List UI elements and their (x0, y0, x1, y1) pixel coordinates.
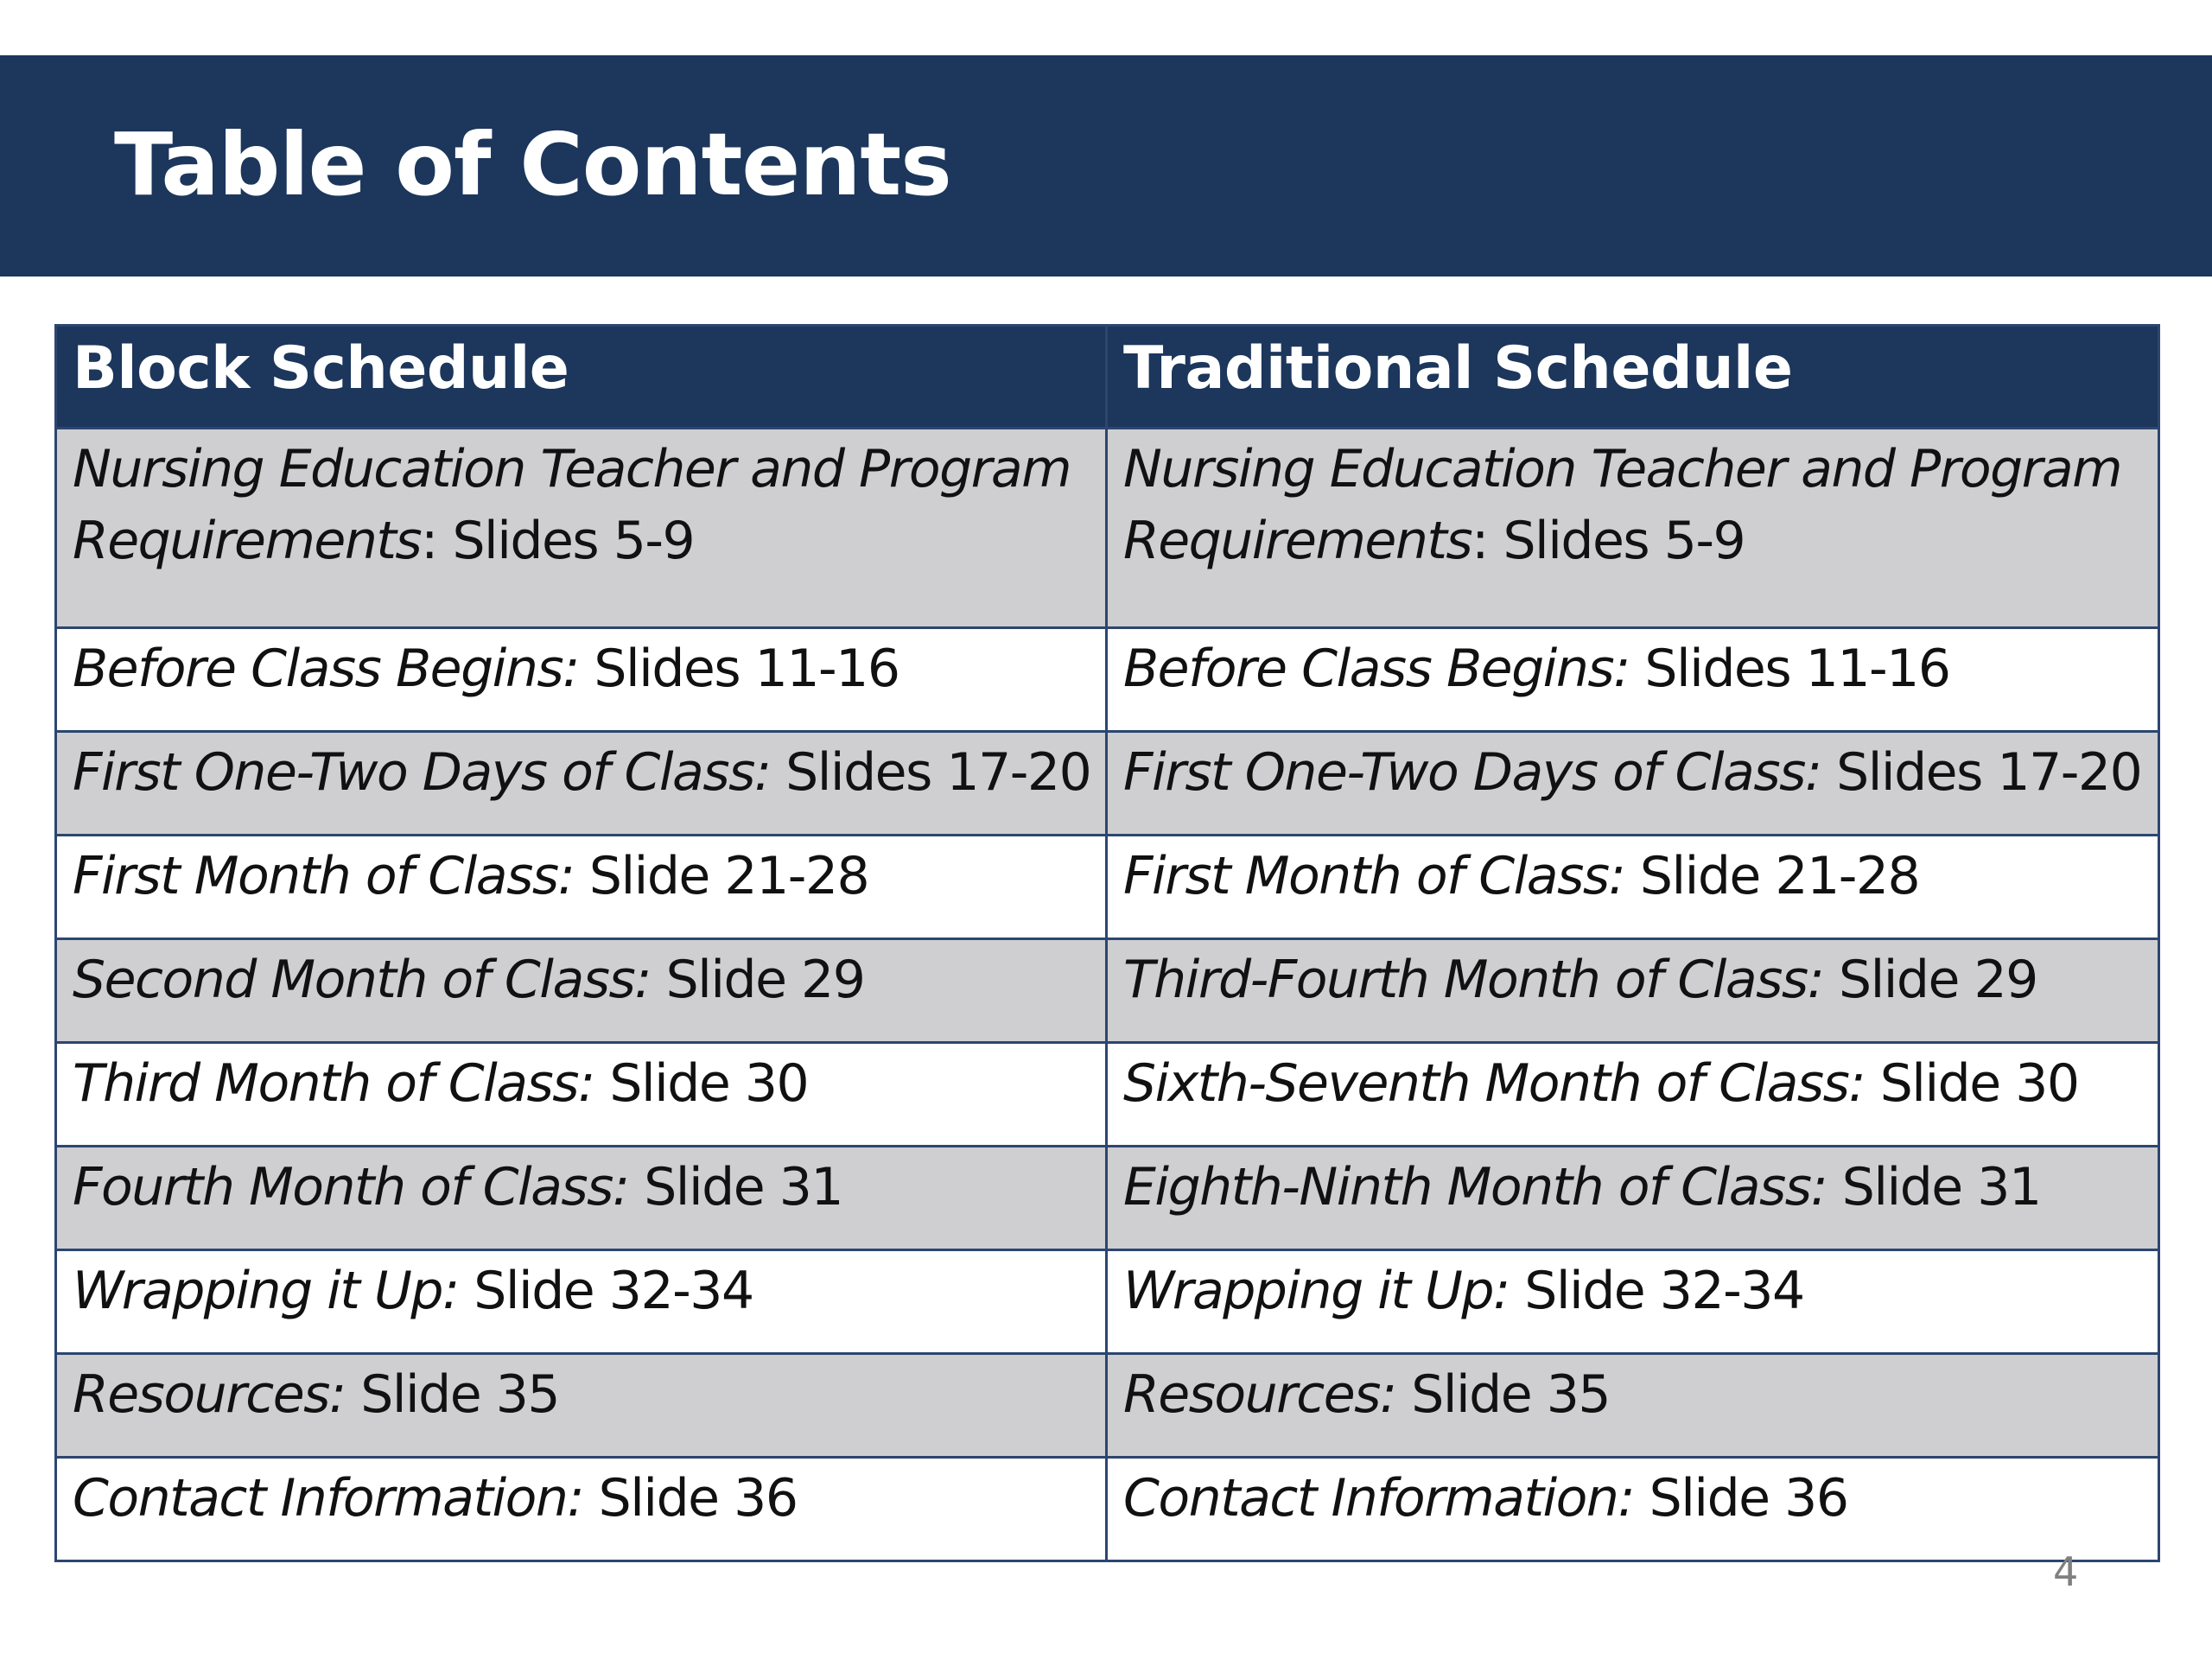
topic-separator (574, 846, 589, 906)
slide-range: Slide 30 (609, 1053, 809, 1114)
slide-range: Slides 5-9 (1503, 511, 1745, 571)
traditional-schedule-cell (1107, 628, 2159, 732)
section-topic: Wrapping it Up: (1123, 1261, 1510, 1321)
table-row (56, 836, 2159, 939)
topic-separator (1396, 1364, 1412, 1425)
topic-separator (1510, 1261, 1525, 1321)
block-schedule-cell (56, 1458, 1107, 1561)
section-topic: Resources: (73, 1364, 346, 1425)
block-schedule-cell (56, 732, 1107, 836)
block-schedule-cell (56, 1354, 1107, 1458)
section-topic: Contact Information: (1123, 1468, 1635, 1529)
topic-separator: : (1471, 511, 1503, 571)
slide-range: Slide 29 (1838, 950, 2037, 1010)
slide-title: Table of Contents (114, 114, 951, 215)
traditional-schedule-cell (1107, 1043, 2159, 1147)
topic-separator (459, 1261, 474, 1321)
table-row (56, 1354, 2159, 1458)
slide-range: Slide 29 (665, 950, 865, 1010)
page-number: 4 (2053, 1548, 2079, 1595)
topic-separator (579, 639, 594, 699)
section-topic: Eighth-Ninth Month of Class: (1123, 1157, 1827, 1217)
slide-range: Slide 21-28 (1639, 846, 1920, 906)
topic-separator (771, 742, 786, 803)
topic-separator (1865, 1053, 1880, 1114)
block-schedule-cell (56, 1147, 1107, 1250)
slide-range: Slides 17-20 (1836, 742, 2142, 803)
section-topic: Nursing Education Teacher and Program Requirements (1123, 439, 2122, 571)
slide-range: Slide 35 (360, 1364, 560, 1425)
section-topic: Fourth Month of Class: (73, 1157, 629, 1217)
table-header-row (56, 326, 2159, 429)
section-topic: First One-Two Days of Class: (73, 742, 771, 803)
topic-separator (1624, 846, 1640, 906)
slide-range: Slides 17-20 (785, 742, 1091, 803)
block-schedule-cell (56, 836, 1107, 939)
topic-separator: : (421, 511, 453, 571)
block-schedule-cell (56, 429, 1107, 628)
topic-separator (651, 950, 666, 1010)
slide-range: Slide 31 (1841, 1157, 2041, 1217)
slide-range: Slides 5-9 (452, 511, 695, 571)
traditional-schedule-cell (1107, 939, 2159, 1043)
topic-separator (1823, 950, 1839, 1010)
topic-separator (1634, 1468, 1649, 1529)
block-schedule-header: Block Schedule (56, 326, 1107, 429)
table-row (56, 1043, 2159, 1147)
traditional-schedule-header: Traditional Schedule (1107, 326, 2159, 429)
section-topic: First Month of Class: (73, 846, 575, 906)
slide-range: Slide 21-28 (588, 846, 869, 906)
slide-range: Slide 32-34 (474, 1261, 753, 1321)
section-topic: Nursing Education Teacher and Program Requirements (73, 439, 1071, 571)
section-topic: First Month of Class: (1123, 846, 1625, 906)
topic-separator (1827, 1157, 1842, 1217)
section-topic: Resources: (1123, 1364, 1396, 1425)
table-body (56, 429, 2159, 1561)
section-topic: First One-Two Days of Class: (1123, 742, 1821, 803)
table-row (56, 732, 2159, 836)
section-topic: Before Class Begins: (73, 639, 579, 699)
topic-separator (594, 1053, 610, 1114)
section-topic: Contact Information: (73, 1468, 584, 1529)
table-row (56, 939, 2159, 1043)
slide-range: Slide 31 (644, 1157, 843, 1217)
section-topic: Wrapping it Up: (73, 1261, 459, 1321)
block-schedule-cell (56, 1043, 1107, 1147)
slide-range: Slide 30 (1879, 1053, 2079, 1114)
block-schedule-cell (56, 939, 1107, 1043)
section-topic: Before Class Begins: (1123, 639, 1630, 699)
traditional-schedule-cell (1107, 836, 2159, 939)
traditional-schedule-cell (1107, 1458, 2159, 1561)
topic-separator (346, 1364, 361, 1425)
contents-table (54, 324, 2160, 1562)
slide-range: Slide 36 (598, 1468, 798, 1529)
traditional-schedule-cell (1107, 429, 2159, 628)
table-row (56, 628, 2159, 732)
topic-separator (1630, 639, 1645, 699)
slide-range: Slide 35 (1411, 1364, 1611, 1425)
slide-range: Slides 11-16 (1644, 639, 1950, 699)
section-topic: Sixth-Seventh Month of Class: (1123, 1053, 1866, 1114)
topic-separator (1821, 742, 1837, 803)
traditional-schedule-cell (1107, 1354, 2159, 1458)
traditional-schedule-cell (1107, 1147, 2159, 1250)
traditional-schedule-cell (1107, 1250, 2159, 1354)
traditional-schedule-cell (1107, 732, 2159, 836)
section-topic: Third-Fourth Month of Class: (1123, 950, 1824, 1010)
slide-range: Slides 11-16 (594, 639, 899, 699)
slide-range: Slide 36 (1649, 1468, 1848, 1529)
slide-range: Slide 32-34 (1524, 1261, 1804, 1321)
block-schedule-cell (56, 1250, 1107, 1354)
topic-separator (629, 1157, 645, 1217)
table-row (56, 1458, 2159, 1561)
block-schedule-cell (56, 628, 1107, 732)
table-row (56, 1147, 2159, 1250)
topic-separator (583, 1468, 599, 1529)
section-topic: Second Month of Class: (73, 950, 651, 1010)
table-row (56, 1250, 2159, 1354)
section-topic: Third Month of Class: (73, 1053, 594, 1114)
table-row (56, 429, 2159, 628)
